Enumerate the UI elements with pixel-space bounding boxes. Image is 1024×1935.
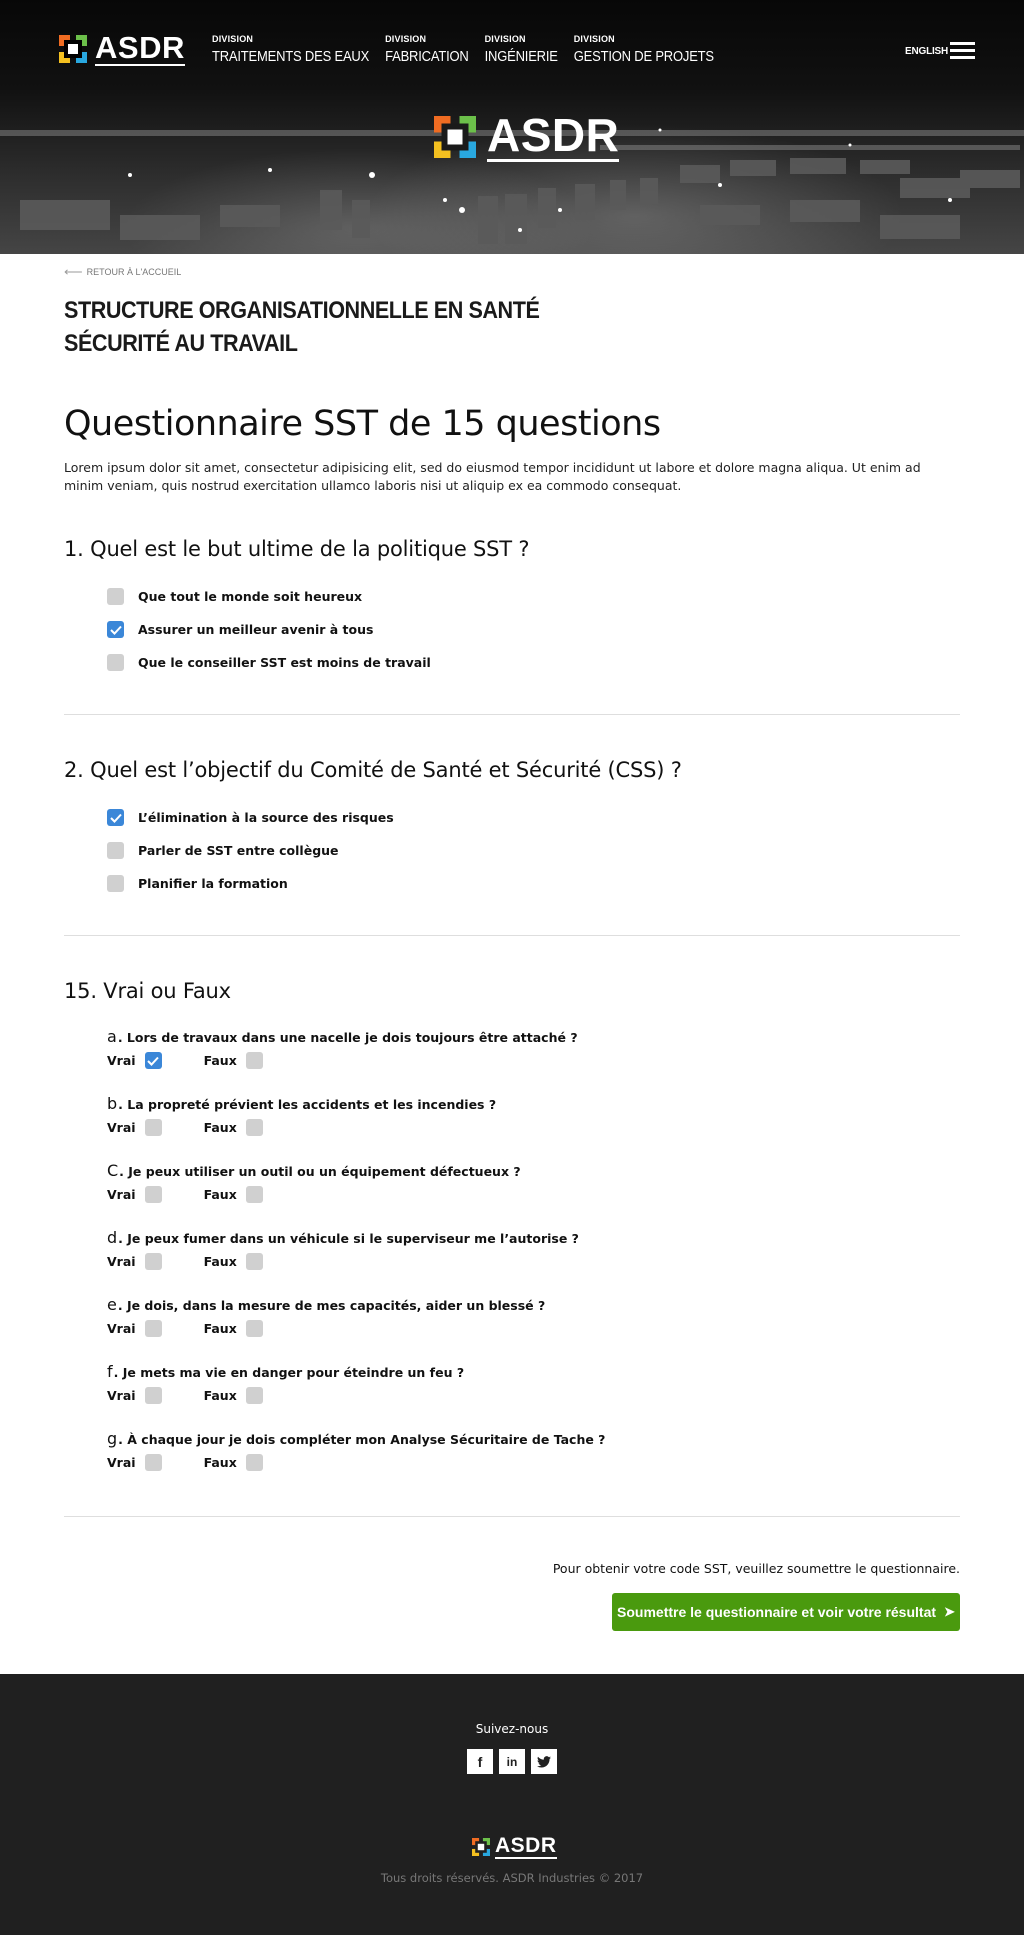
nav-item-gestion-de-projets[interactable] (574, 34, 714, 65)
true-checkbox[interactable] (145, 1320, 162, 1337)
option-label: L’élimination à la source des risques (138, 810, 394, 825)
true-choice[interactable] (107, 1387, 162, 1404)
true-choice[interactable] (107, 1454, 162, 1471)
nav-item-kicker: DIVISION (212, 34, 254, 44)
nav-item-traitements-des-eaux[interactable] (212, 34, 369, 65)
true-false-choices (107, 1320, 960, 1337)
item-text: . Je peux utiliser un outil ou un équipement défectueux ? (119, 1164, 521, 1179)
true-false-choices (107, 1253, 960, 1270)
option-1[interactable] (107, 801, 960, 834)
hero-brand-name: ASDR (487, 109, 620, 161)
question-title: 15. Vrai ou Faux (64, 979, 231, 1003)
true-label: Vrai (107, 1388, 136, 1403)
false-checkbox[interactable] (246, 1387, 263, 1404)
true-false-choices (107, 1186, 960, 1203)
true-false-item (107, 1362, 960, 1429)
nav-item-label: INGÉNIERIE (484, 47, 558, 65)
false-checkbox[interactable] (246, 1253, 263, 1270)
true-false-question (107, 1362, 960, 1381)
question-2 (64, 758, 960, 900)
submit-button-label: Soumettre le questionnaire et voir votre résultat (617, 1604, 937, 1620)
submit-note: Pour obtenir votre code SST, veuillez soumettre le questionnaire. (552, 1561, 960, 1576)
true-false-item (107, 1295, 960, 1362)
hero-logo (434, 109, 620, 162)
true-checkbox[interactable] (145, 1454, 162, 1471)
page-title: Questionnaire SST de 15 questions (64, 404, 661, 444)
true-label: Vrai (107, 1321, 136, 1336)
true-false-item (107, 1161, 960, 1228)
question-1 (64, 537, 960, 679)
true-choice[interactable] (107, 1320, 162, 1337)
follow-us-label: Suivez-nous (475, 1722, 549, 1736)
asdr-logo-mark-icon (59, 35, 87, 63)
question-15-true-false (64, 979, 960, 1496)
divider (64, 714, 960, 715)
false-choice[interactable] (204, 1052, 263, 1069)
true-choice[interactable] (107, 1119, 162, 1136)
true-checkbox[interactable] (145, 1186, 162, 1203)
checkbox[interactable] (107, 654, 124, 671)
twitter-icon[interactable] (531, 1749, 557, 1774)
question-title: 1. Quel est le but ultime de la politique SST ? (64, 537, 530, 561)
false-choice[interactable] (204, 1253, 263, 1270)
nav-item-label: TRAITEMENTS DES EAUX (212, 47, 370, 65)
false-label: Faux (203, 1254, 237, 1269)
true-false-list (107, 1027, 960, 1496)
true-label: Vrai (107, 1187, 136, 1202)
brand-logo[interactable] (59, 32, 185, 66)
true-false-choices (107, 1387, 960, 1404)
back-link-label: RETOUR À L'ACCUEIL (86, 267, 182, 277)
checkbox[interactable] (107, 588, 124, 605)
section-title (64, 294, 539, 360)
nav-item-fabrication[interactable] (385, 34, 469, 65)
false-label: Faux (203, 1388, 237, 1403)
item-letter: f (107, 1362, 113, 1381)
option-label: Que le conseiller SST est moins de travail (138, 655, 431, 670)
linkedin-icon[interactable]: in (499, 1749, 525, 1774)
brand-name: ASDR (95, 30, 185, 65)
arrow-left-icon: ⟵ (64, 264, 83, 279)
item-letter: d (107, 1228, 118, 1247)
false-checkbox[interactable] (246, 1186, 263, 1203)
true-false-question (107, 1228, 960, 1247)
true-label: Vrai (107, 1254, 136, 1269)
option-label: Parler de SST entre collègue (138, 843, 339, 858)
footer-logo (472, 1835, 557, 1859)
footer (0, 1674, 1024, 1935)
option-3[interactable] (107, 646, 960, 679)
divider (64, 1516, 960, 1517)
question-title: 2. Quel est l’objectif du Comité de Santé et Sécurité (CSS) ? (64, 758, 682, 782)
true-false-question (107, 1429, 960, 1448)
true-label: Vrai (107, 1455, 136, 1470)
item-text: . La propreté prévient les accidents et les incendies ? (118, 1097, 497, 1112)
option-label: Assurer un meilleur avenir à tous (138, 622, 374, 637)
false-label: Faux (203, 1455, 237, 1470)
true-checkbox[interactable] (145, 1052, 162, 1069)
item-letter: g (107, 1429, 118, 1448)
false-checkbox[interactable] (246, 1454, 263, 1471)
intro-text: Lorem ipsum dolor sit amet, consectetur adipisicing elit, sed do eiusmod tempor incididunt ut labore et dolore magna aliqua. Ut enim ad minim veniam, quis nostrud exercitation ullamco laboris nisi ut aliquip ex ea commodo consequat. (64, 460, 921, 493)
item-letter: a (107, 1027, 117, 1046)
item-text: . Je mets ma vie en danger pour éteindre un feu ? (113, 1365, 465, 1380)
nav-item-kicker: DIVISION (385, 34, 427, 44)
false-choice[interactable] (204, 1320, 263, 1337)
true-false-item (107, 1094, 960, 1161)
true-false-choices (107, 1052, 960, 1069)
asdr-logo-mark-icon (472, 1838, 490, 1856)
copyright: Tous droits réservés. ASDR Industries © 2017 (380, 1871, 644, 1885)
asdr-logo-mark-icon (434, 116, 476, 158)
division-nav (212, 34, 730, 65)
send-icon: ➤ (944, 1604, 955, 1619)
hero-banner (0, 0, 1024, 254)
checkbox[interactable] (107, 875, 124, 892)
true-false-question (107, 1161, 960, 1180)
false-choice[interactable] (204, 1454, 263, 1471)
checkbox[interactable] (107, 809, 124, 826)
true-choice[interactable] (107, 1052, 162, 1069)
true-false-item (107, 1228, 960, 1295)
main-content (0, 254, 1024, 1674)
nav-item-kicker: DIVISION (573, 34, 615, 44)
item-letter: C (107, 1161, 119, 1180)
true-choice[interactable] (107, 1186, 162, 1203)
true-checkbox[interactable] (145, 1119, 162, 1136)
hamburger-icon[interactable] (950, 42, 975, 60)
question-options (107, 801, 960, 900)
nav-item-label: FABRICATION (385, 47, 469, 65)
false-choice[interactable] (204, 1119, 263, 1136)
true-label: Vrai (107, 1053, 136, 1068)
language-switch[interactable]: ENGLISH (905, 46, 949, 57)
false-label: Faux (203, 1120, 237, 1135)
true-checkbox[interactable] (145, 1387, 162, 1404)
option-1[interactable] (107, 580, 960, 613)
back-to-home-link[interactable] (64, 264, 181, 280)
divider (64, 935, 960, 936)
true-choice[interactable] (107, 1253, 162, 1270)
checkbox[interactable] (107, 842, 124, 859)
false-checkbox[interactable] (246, 1320, 263, 1337)
item-text: . Je peux fumer dans un véhicule si le superviseur me l’autorise ? (118, 1231, 579, 1246)
option-2[interactable] (107, 613, 960, 646)
true-false-item (107, 1429, 960, 1496)
false-label: Faux (203, 1321, 237, 1336)
checkbox[interactable] (107, 621, 124, 638)
true-checkbox[interactable] (145, 1253, 162, 1270)
social-links (467, 1749, 563, 1774)
true-false-choices (107, 1119, 960, 1136)
true-false-item (107, 1027, 960, 1094)
option-label: Planifier la formation (138, 876, 288, 891)
item-letter: b (107, 1094, 118, 1113)
false-checkbox[interactable] (246, 1052, 263, 1069)
false-label: Faux (203, 1053, 237, 1068)
true-false-question (107, 1027, 960, 1046)
item-text: . À chaque jour je dois compléter mon Analyse Sécuritaire de Tache ? (118, 1432, 606, 1447)
facebook-icon[interactable]: f (467, 1749, 493, 1774)
true-false-question (107, 1094, 960, 1113)
item-letter: e (107, 1295, 117, 1314)
question-options (107, 580, 960, 679)
true-label: Vrai (107, 1120, 136, 1135)
nav-item-kicker: DIVISION (484, 34, 526, 44)
true-false-question (107, 1295, 960, 1314)
false-checkbox[interactable] (246, 1119, 263, 1136)
item-text: . Lors de travaux dans une nacelle je dois toujours être attaché ? (117, 1030, 578, 1045)
section-title-line-2: SÉCURITÉ AU TRAVAIL (64, 330, 298, 357)
option-label: Que tout le monde soit heureux (138, 589, 363, 604)
nav-item-ingenierie[interactable] (485, 34, 558, 65)
nav-item-label: GESTION DE PROJETS (573, 47, 714, 65)
option-2[interactable] (107, 834, 960, 867)
false-label: Faux (203, 1187, 237, 1202)
section-title-line-1: STRUCTURE ORGANISATIONNELLE EN SANTÉ (64, 297, 540, 324)
footer-brand-name: ASDR (495, 1834, 557, 1857)
true-false-choices (107, 1454, 960, 1471)
false-choice[interactable] (204, 1186, 263, 1203)
false-choice[interactable] (204, 1387, 263, 1404)
top-navigation (0, 0, 1024, 100)
submit-button[interactable] (612, 1593, 960, 1631)
option-3[interactable] (107, 867, 960, 900)
item-text: . Je dois, dans la mesure de mes capacités, aider un blessé ? (117, 1298, 546, 1313)
